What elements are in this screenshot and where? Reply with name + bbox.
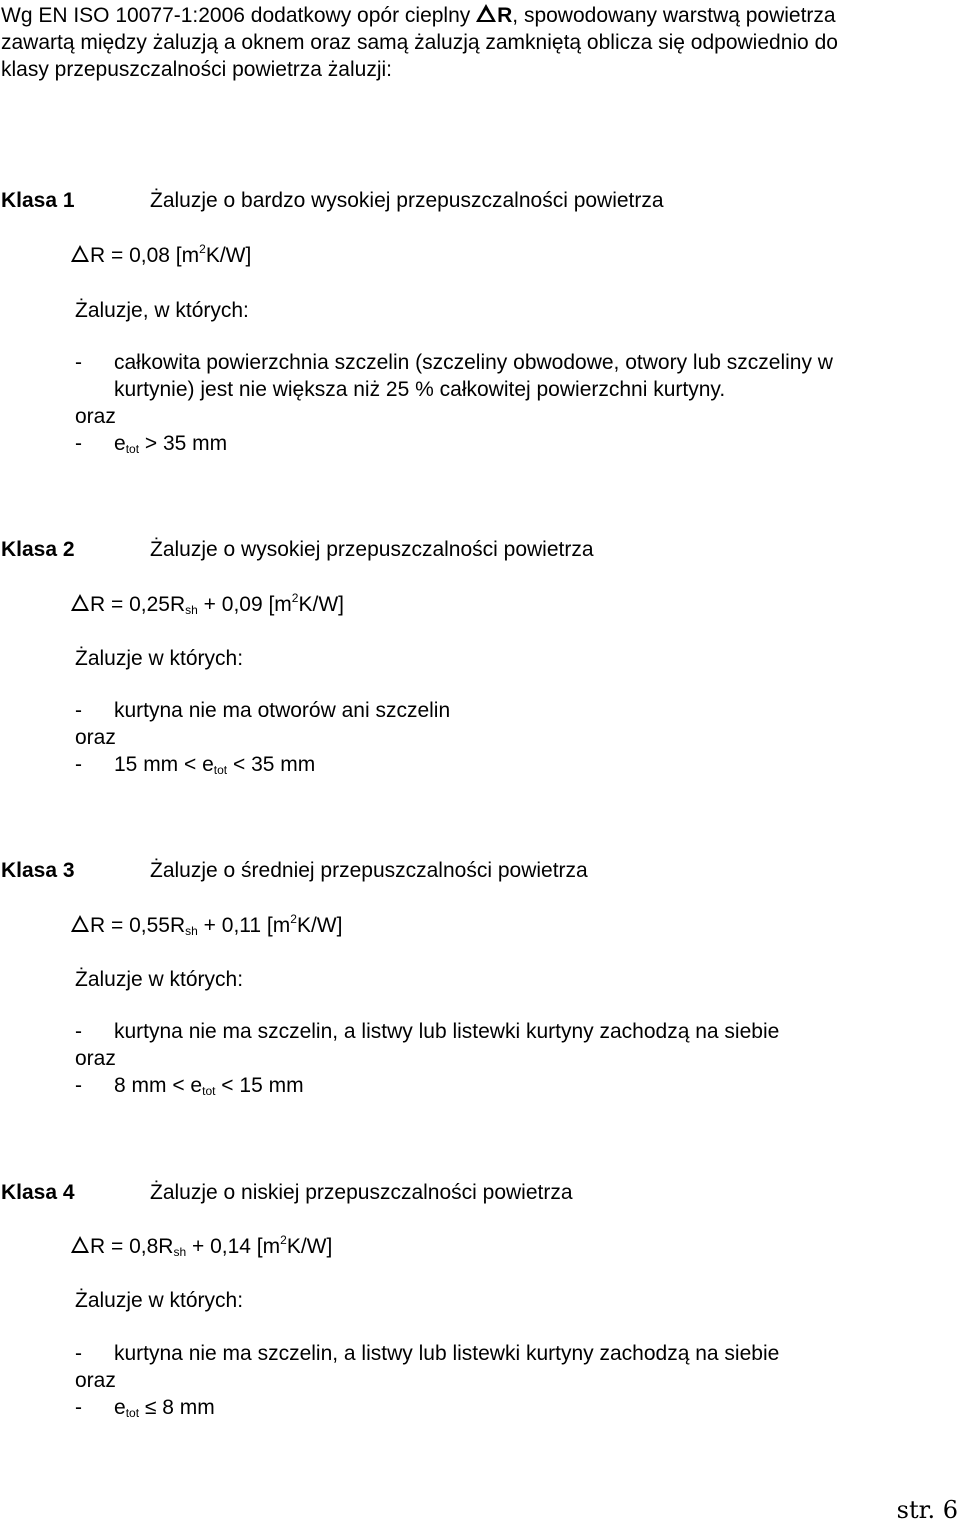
delta-icon [71,594,89,611]
intro-text: Wg EN ISO 10077-1:2006 dodatkowy opór cieplny [1,4,477,27]
class-1-which: Żaluzje, w których: [75,299,249,322]
class-2-title: Żaluzje o wysokiej przepuszczalności powietrza [150,538,594,561]
class-2-label: Klasa 2 [1,538,75,561]
delta-icon [71,1236,89,1253]
class-2-condition-1: kurtyna nie ma otworów ani szczelin [114,699,451,722]
intro-text: , spowodowany warstwą powietrza [512,4,836,27]
list-dash: - [75,699,82,722]
class-2-which: Żaluzje w których: [75,647,244,670]
list-dash: - [75,1020,82,1043]
class-4-label: Klasa 4 [1,1181,75,1204]
intro-line-1 [1,3,836,28]
list-dash: - [75,753,82,776]
class-2-formula: $R = 0,25R_{sh} + 0,09$ $[m^2K/W]$ [71,592,344,617]
class-1-oraz: oraz [75,405,116,428]
class-2-oraz: oraz [75,726,116,749]
class-4-title: Żaluzje o niskiej przepuszczalności powietrza [150,1181,573,1204]
class-3-condition-1: kurtyna nie ma szczelin, a listwy lub listewki kurtyny zachodzą na siebie [114,1020,780,1043]
class-4-condition-2: $e_{tot} \le 8$ mm [114,1396,215,1420]
list-dash: - [75,1396,82,1419]
page-number: str. 6 [896,1496,958,1524]
class-2-condition-2: 15 mm < $e_{tot} < 35$ mm [114,753,316,777]
intro-symbol: R [497,4,513,27]
class-3-title: Żaluzje o średniej przepuszczalności powietrza [150,859,588,882]
class-3-which: Żaluzje w których: [75,968,244,991]
class-3-label: Klasa 3 [1,859,75,882]
class-4-which: Żaluzje w których: [75,1289,244,1312]
class-4-condition-1: kurtyna nie ma szczelin, a listwy lub listewki kurtyny zachodzą na siebie [114,1342,780,1365]
class-1-title: Żaluzje o bardzo wysokiej przepuszczalności powietrza [150,189,664,212]
list-dash: - [75,1342,82,1365]
class-3-formula: $R = 0,55R_{sh} + 0,11$ $[m^2K/W]$ [71,913,342,938]
delta-icon [71,915,89,932]
delta-icon [476,4,496,22]
class-3-oraz: oraz [75,1047,116,1070]
class-1-formula: R = 0,08 $[m^2K/W]$ [71,243,251,268]
list-dash: - [75,432,82,455]
class-3-condition-2: 8 mm < $e_{tot} < 15$ mm [114,1074,304,1098]
class-4-oraz: oraz [75,1369,116,1392]
intro-line-3: klasy przepuszczalności powietrza żaluzji: [1,58,392,81]
class-1-condition-2: $e_{tot} > 35$ mm [114,432,228,456]
class-1-label: Klasa 1 [1,189,75,212]
delta-icon [71,245,89,262]
class-1-condition-1-line-1: całkowita powierzchnia szczelin (szczeliny obwodowe, otwory lub szczeliny w [114,351,833,374]
intro-line-2: zawartą między żaluzją a oknem oraz samą żaluzją zamkniętą oblicza się odpowiednio do [1,31,838,54]
class-1-condition-1-line-2: kurtynie) jest nie większa niż 25 % całkowitej powierzchni kurtyny. [114,378,726,401]
list-dash: - [75,1074,82,1097]
list-dash: - [75,351,82,374]
class-4-formula: $R = 0,8R_{sh} + 0,14$ $[m^2K/W]$ [71,1234,332,1259]
